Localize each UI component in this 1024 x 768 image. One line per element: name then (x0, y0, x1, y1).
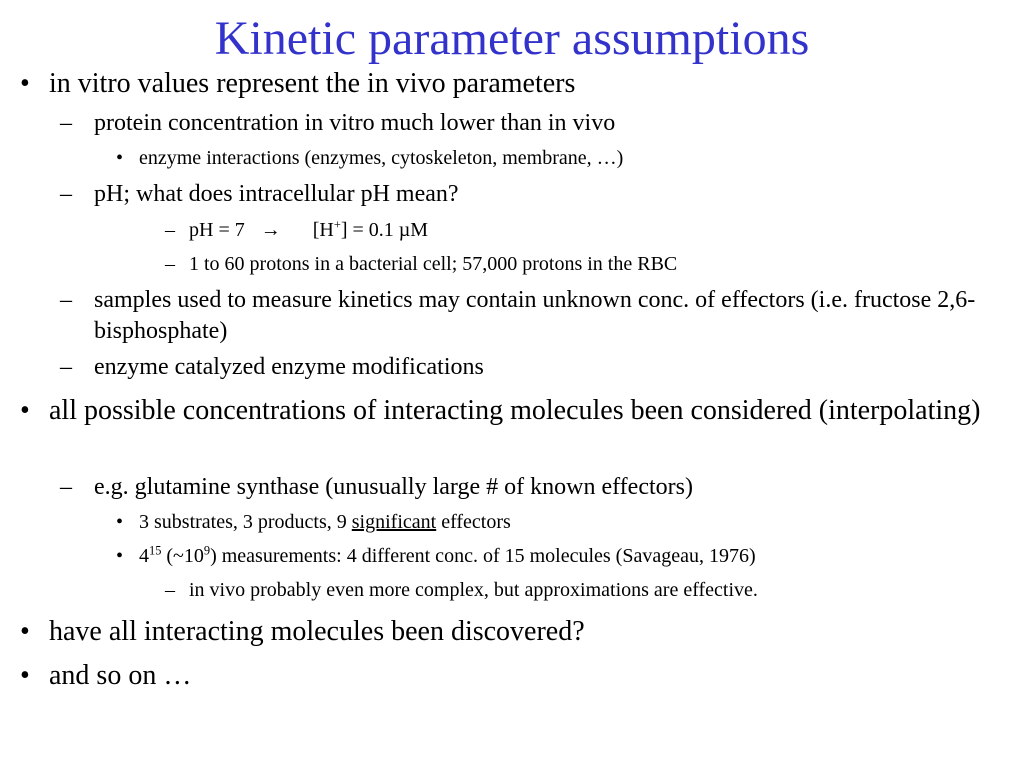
subitem-ph-question: pH; what does intracellular pH mean? (94, 181, 459, 207)
subitem-in-vivo-complex: in vivo probably even more complex, but approximations are effective. (189, 579, 758, 601)
subitem-enzyme-interactions: enzyme interactions (enzymes, cytoskeleton, membrane, …) (139, 147, 624, 169)
dash-marker: – (165, 579, 175, 601)
dash-marker: – (60, 474, 72, 500)
slide-title: Kinetic parameter assumptions (214, 12, 810, 65)
dash-marker: – (165, 253, 175, 275)
dash-marker: – (60, 110, 72, 136)
bullet-marker: • (20, 616, 30, 647)
subitem-measurements (139, 543, 756, 569)
subitem-protein-concentration: protein concentration in vitro much lower than in vivo (94, 110, 616, 136)
substrates-text: 3 substrates, 3 products, 9 (139, 511, 352, 533)
power-base: 4 (139, 545, 149, 567)
subitem-ph-equals-7 (189, 217, 428, 243)
dash-marker: – (60, 287, 72, 313)
subitem-protons-count: 1 to 60 protons in a bacterial cell; 57,000 protons in the RBC (189, 253, 678, 275)
plus-superscript: + (333, 217, 341, 232)
hydrogen-concentration-text: [H (312, 219, 334, 241)
bullet-interacting-molecules-discovered: have all interacting molecules been discovered? (49, 616, 585, 647)
subitem-enzyme-modifications: enzyme catalyzed enzyme modifications (94, 354, 484, 380)
subitem-substrates-products (139, 509, 511, 535)
power-exponent-15: 15 (149, 543, 162, 558)
bullet-marker: • (20, 68, 30, 99)
bullet-marker: • (20, 395, 30, 426)
bullet-marker: • (116, 147, 124, 169)
bullet-marker: • (20, 660, 30, 691)
subitem-glutamine-synthase: e.g. glutamine synthase (unusually large # of known effectors) (94, 474, 693, 500)
bullet-and-so-on: and so on … (49, 660, 192, 691)
bullet-in-vitro-values: in vitro values represent the in vivo parameters (49, 68, 576, 99)
bullet-marker: • (116, 545, 124, 567)
effectors-text: effectors (436, 511, 511, 533)
approx-text: (~10 (161, 545, 204, 567)
dash-marker: – (60, 181, 72, 207)
measurements-text: ) measurements: 4 different conc. of 15 molecules (Savageau, 1976) (210, 545, 756, 567)
power-exponent-9: 9 (203, 543, 211, 558)
bullet-all-possible-concentrations: all possible concentrations of interacting molecules been considered (interpolating) (49, 395, 981, 426)
significant-underlined: significant (351, 511, 437, 533)
dash-marker: – (60, 354, 72, 380)
right-arrow-icon: → (260, 219, 281, 241)
hydrogen-concentration-value: ] = 0.1 µM (340, 219, 429, 241)
bullet-marker: • (116, 511, 124, 533)
ph-value-text: pH = 7 (189, 219, 245, 241)
subitem-samples-effectors: samples used to measure kinetics may contain unknown conc. of effectors (i.e. fructose 2,6-bisphosphate) (94, 287, 976, 344)
dash-marker: – (165, 219, 175, 241)
